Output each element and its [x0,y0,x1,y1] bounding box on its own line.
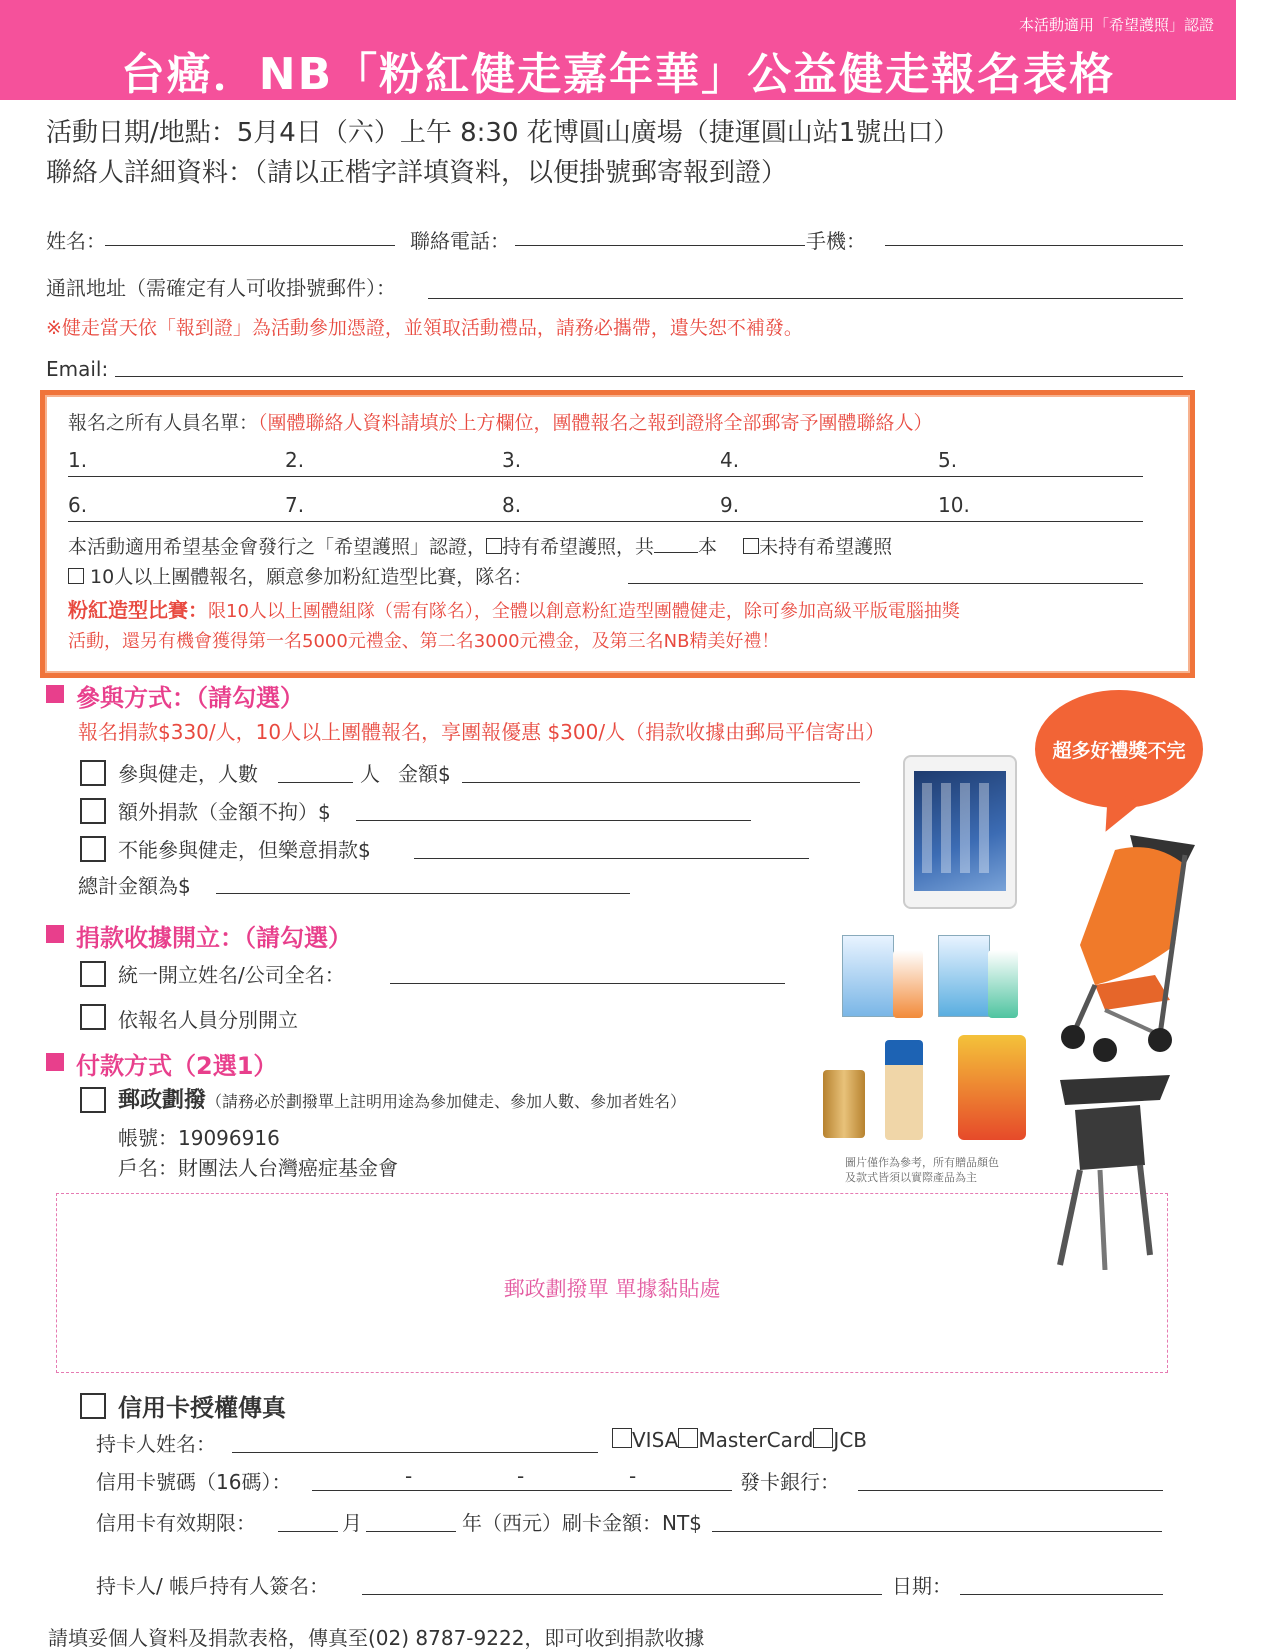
phone-label: 聯絡電話： [410,229,510,253]
prize-caption [845,1155,999,1185]
contest-desc-line2: 活動，還另有機會獲得第一名5000元禮金、第二名3000元禮金，及第三名NB精美好禮！ [68,631,780,652]
walk-amount-field[interactable] [462,782,860,783]
postal-title: 郵政劃撥 [118,1088,207,1113]
passport-none-checkbox[interactable] [743,538,759,554]
milk-bottle-image [885,1040,923,1140]
walk-label: 參與健走，人數 [118,762,258,786]
holder-label: 持卡人姓名： [96,1432,216,1456]
receipt-single-checkbox[interactable] [80,961,106,987]
participation-heading: 參與方式：（請勾選） [76,684,304,712]
member-no-8: 8. [502,493,522,517]
receipt-heading: 捐款收據開立：（請勾選） [76,924,352,952]
jcb-label: JCB [833,1428,868,1452]
prize-caption-2: 及款式皆須以實際產品為主 [845,1171,977,1184]
account-number: 帳號：19096916 [118,1126,280,1150]
mobile-field[interactable] [885,245,1183,246]
bank-field[interactable] [858,1490,1163,1491]
signature-field[interactable] [362,1594,882,1595]
member-no-1: 1. [68,448,88,472]
receipt-each-label: 依報名人員分別開立 [118,1008,298,1032]
total-field[interactable] [216,893,630,894]
passport-text: 本活動適用希望基金會發行之「希望護照」認證， [68,536,487,558]
paste-area-label: 郵政劃撥單 單據黏貼處 [503,1277,721,1301]
extra-donation-checkbox[interactable] [80,798,106,824]
sunscreen-bottle-image [988,950,1018,1018]
member-no-10: 10. [938,493,970,517]
month-label: 月 [342,1511,362,1535]
sunscreen-box-image [842,935,894,1017]
walk-unit: 人 [360,762,380,786]
footer-note: 請填妥個人資料及捐款表格，傳真至(02) 8787-9222，即可收到捐款收據 [48,1626,705,1650]
team-name-field[interactable] [628,583,1143,584]
bank-label: 發卡銀行： [740,1470,840,1494]
sunscreen-bottle-image [893,950,923,1018]
section-marker [46,1053,64,1071]
address-field[interactable] [428,298,1183,299]
prize-caption-1: 圖片僅作為參考，所有贈品顏色 [845,1156,999,1169]
group-text: 10人以上團體報名，願意參加粉紅造型比賽，隊名： [90,566,533,588]
postal-note: （請務必於劃撥單上註明用途為參加健走、參加人數、參加者姓名） [206,1092,687,1111]
member-no-9: 9. [720,493,740,517]
mobile-label: 手機： [806,229,866,253]
credit-card-heading: 信用卡授權傳真 [118,1394,286,1422]
receipt-single-label: 統一開立姓名/公司全名： [118,963,345,987]
member-no-7: 7. [285,493,305,517]
passport-unit: 本 [698,536,718,558]
receipt-each-checkbox[interactable] [80,1004,106,1030]
group-row [68,562,532,589]
tablet-image [903,755,1017,909]
card-number-label: 信用卡號碼（16碼）： [96,1470,292,1494]
donate-only-label: 不能參與健走，但樂意捐款$ [118,838,371,862]
member-no-4: 4. [720,448,740,472]
member-no-5: 5. [938,448,958,472]
mastercard-checkbox[interactable] [678,1428,698,1448]
walk-count-field[interactable] [278,782,353,783]
card-number-field[interactable] [312,1490,732,1491]
date-label: 日期： [892,1574,952,1598]
visa-label: VISA [632,1428,679,1452]
card-type-row [612,1428,867,1452]
contact-info-heading: 聯絡人詳細資料：（請以正楷字詳填資料，以便掛號郵寄報到證） [46,158,788,188]
address-label: 通訊地址（需確定有人可收掛號郵件）： [46,276,396,300]
group-checkbox[interactable] [68,568,84,584]
form-title: 台癌．NB「粉紅健走嘉年華」公益健走報名表格 [120,49,1116,100]
year-amount-label: 年（西元）刷卡金額：NT$ [462,1511,702,1535]
member-no-2: 2. [285,448,305,472]
passport-note: 本活動適用「希望護照」認證 [1018,16,1214,34]
passport-row [68,532,892,559]
postal-row [118,1083,686,1114]
postal-checkbox[interactable] [80,1087,106,1113]
donate-only-checkbox[interactable] [80,836,106,862]
mastercard-label: MasterCard [698,1428,814,1452]
member-no-6: 6. [68,493,88,517]
payment-heading: 付款方式（2選1） [76,1052,278,1080]
donate-only-field[interactable] [414,858,809,859]
contest-desc1: 限10人以上團體組隊（需有隊名），全體以創意粉紅造型團體健走，除可參加高級平版電腦抽獎 [208,601,960,622]
walk-checkbox[interactable] [80,760,106,786]
card-number-dash: - [405,1464,413,1488]
member-list-note: （團體聯絡人資料請填於上方欄位，團體報名之報到證將全部郵寄予團體聯絡人） [258,412,933,434]
contest-title: 粉紅造型比賽： [68,598,208,622]
card-number-dash: - [517,1464,525,1488]
date-field[interactable] [960,1594,1163,1595]
member-no-3: 3. [502,448,522,472]
name-label: 姓名： [46,229,106,253]
member-row-1-field[interactable] [68,476,1143,477]
expiry-year-field[interactable] [366,1531,456,1532]
card-number-dash: - [629,1464,637,1488]
holder-field[interactable] [232,1452,598,1453]
walk-amount-label: 金額$ [398,762,451,786]
passport-none-label: 未持有希望護照 [759,536,893,558]
passport-count-field[interactable] [654,552,698,553]
contest-desc-line1 [68,594,960,623]
expiry-label: 信用卡有效期限： [96,1511,256,1535]
fee-text: 報名捐款$330/人，10人以上團體報名，享團報優惠 $300/人（捐款收據由郵局平信寄出） [78,720,886,744]
warning-text: ※健走當天依「報到證」為活動參加憑證，並領取活動禮品，請務必攜帶，遺失恕不補發。 [46,317,803,339]
visa-checkbox[interactable] [612,1428,632,1448]
account-name: 戶名：財團法人台灣癌症基金會 [118,1156,398,1180]
gift-jar-image [958,1035,1026,1140]
receipt-name-field[interactable] [390,983,785,984]
phone-field[interactable] [515,245,805,246]
section-marker [46,925,64,943]
total-label: 總計金額為$ [78,874,191,898]
passport-have-checkbox[interactable] [486,538,502,554]
email-field[interactable] [115,376,1183,377]
charge-amount-field[interactable] [712,1531,1162,1532]
extra-donation-field[interactable] [356,820,751,821]
extra-donation-label: 額外捐款（金額不拘）$ [118,800,331,824]
passport-have-label: 持有希望護照，共 [502,536,655,558]
drink-can-image [823,1070,865,1138]
name-field[interactable] [105,245,395,246]
header-banner [0,0,1236,100]
member-list-title: 報名之所有人員名單： [68,412,259,434]
email-label: Email: [46,357,109,381]
jcb-checkbox[interactable] [813,1428,833,1448]
stroller-image [1035,825,1210,1065]
event-info: 活動日期/地點：5月4日（六）上午 8:30 花博圓山廣場（捷運圓山站1號出口） [46,118,960,148]
bubble-text: 超多好禮獎不完 [1052,740,1186,762]
member-list-heading [68,408,933,435]
sunscreen-box-image [938,935,990,1017]
expiry-month-field[interactable] [278,1531,338,1532]
credit-card-checkbox[interactable] [80,1393,106,1419]
signature-label: 持卡人/ 帳戶持有人簽名： [96,1574,330,1598]
section-marker [46,685,64,703]
high-chair-image [1040,1070,1175,1270]
member-row-2-field[interactable] [68,521,1143,522]
